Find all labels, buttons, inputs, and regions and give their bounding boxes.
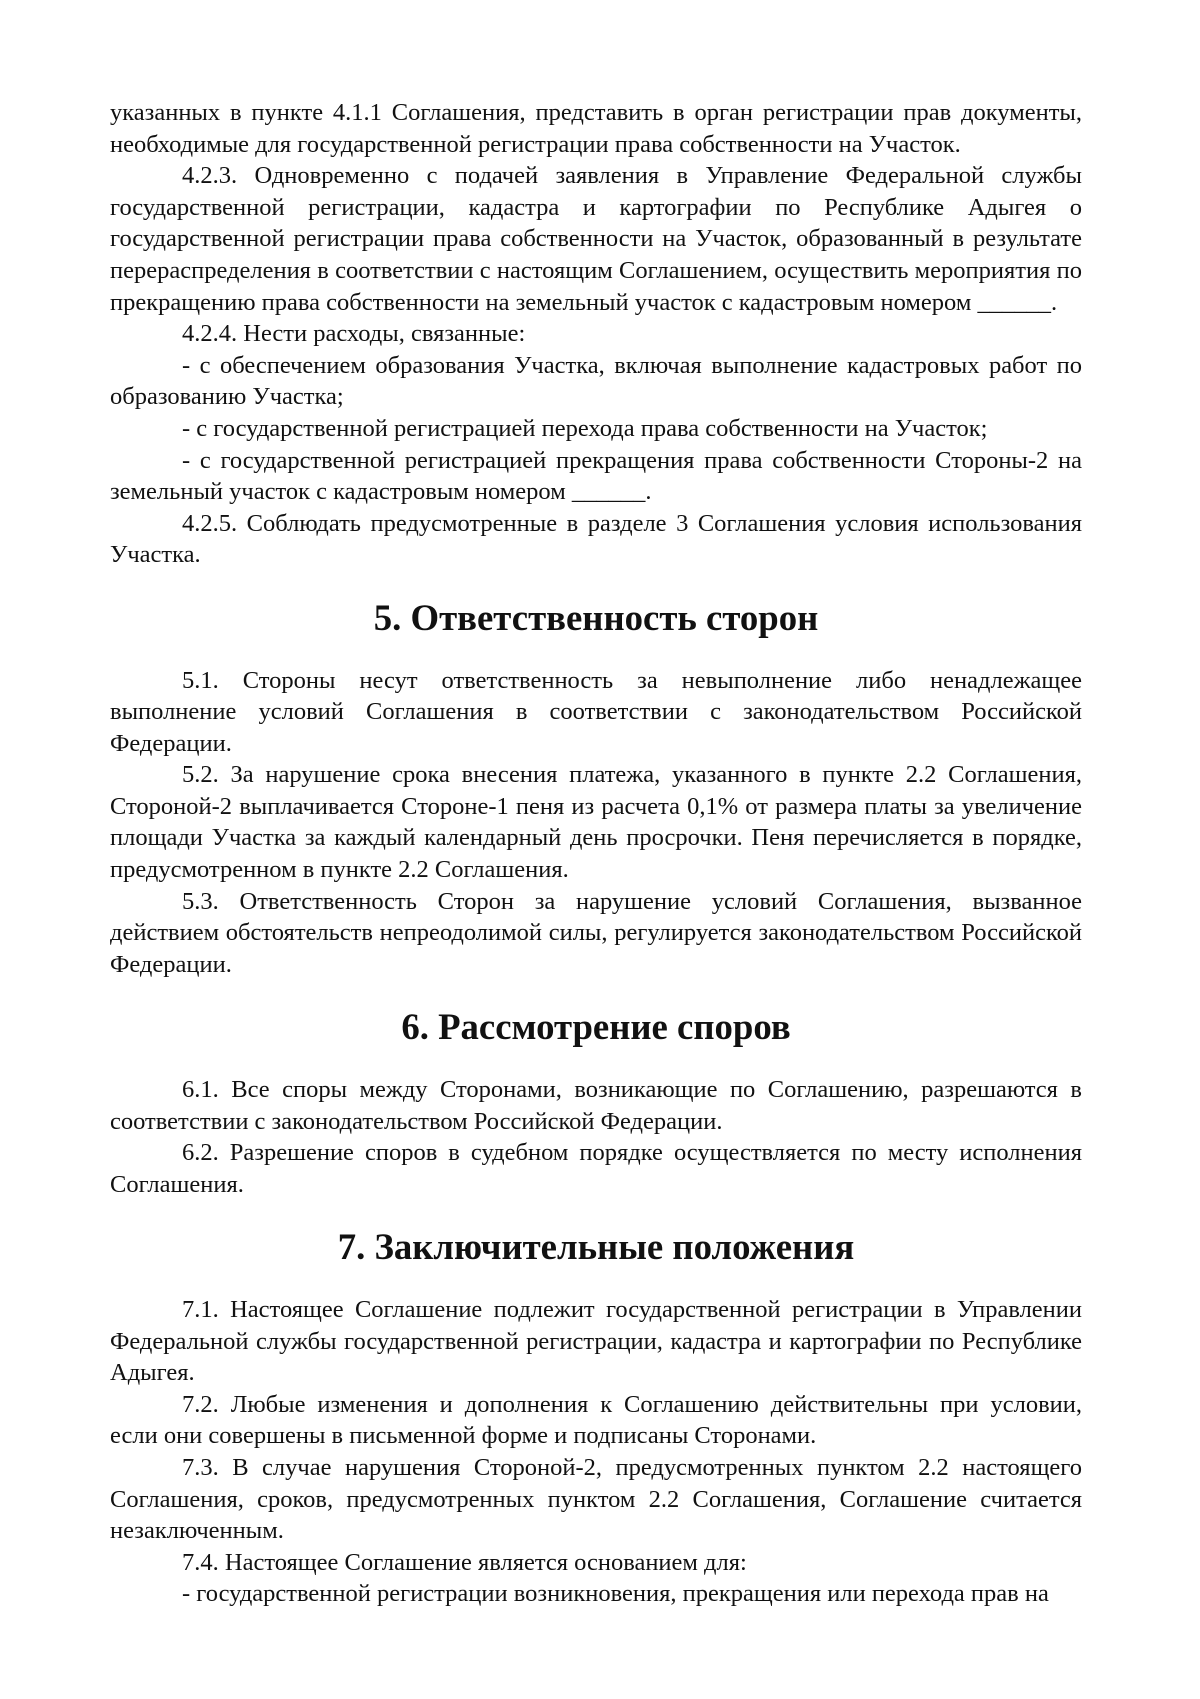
section-heading-5: 5. Ответственность сторон <box>373 596 819 638</box>
section-heading-6: 6. Рассмотрение споров <box>401 1006 791 1048</box>
paragraph-4-2-4: 4.2.4. Нести расходы, связанные: <box>182 320 526 348</box>
paragraph-5-3: 5.3. Ответственность Сторон за нарушение условий Соглашения, вызванное действием обстоятельств непреодолимой силы, регулируется законодательством Российской Федерации. <box>110 887 1082 978</box>
section-heading-7: 7. Заключительные положения <box>337 1226 855 1268</box>
paragraph-5-1: 5.1. Стороны несут ответственность за невыполнение либо ненадлежащее выполнение условий Соглашения в соответствии с законодательством Российской Федерации. <box>110 666 1082 757</box>
list-item-4-2-4-b: - с государственной регистрацией перехода права собственности на Участок; <box>182 414 988 442</box>
paragraph-4-2-5: 4.2.5. Соблюдать предусмотренные в разделе 3 Соглашения условия использования Участка. <box>110 509 1082 569</box>
paragraph-7-3: 7.3. В случае нарушения Стороной-2, предусмотренных пунктом 2.2 настоящего Соглашения, сроков, предусмотренных пунктом 2.2 Соглашения, Соглашение считается незаключенным. <box>110 1453 1082 1545</box>
list-item-7-4-a: - государственной регистрации возникновения, прекращения или перехода прав на <box>182 1580 1049 1608</box>
paragraph-7-2: 7.2. Любые изменения и дополнения к Соглашению действительны при условии, если они совершены в письменной форме и подписаны Сторонами. <box>110 1390 1082 1450</box>
paragraph-7-1: 7.1. Настоящее Соглашение подлежит государственной регистрации в Управлении Федеральной службы государственной регистрации, кадастра и картографии по Республике Адыгея. <box>110 1296 1082 1387</box>
paragraph-4-2-3: 4.2.3. Одновременно с подачей заявления в Управление Федеральной службы государственной регистрации, кадастра и картографии по Республике Адыгея о государственной регистрации права собственности на Участок, образованный в результате перераспределения в соответствии с настоящим Соглашением, осуществить мероприятия по прекращению права собственности на земельный участок с кадастровым номером ______. <box>110 162 1082 316</box>
paragraph-6-2: 6.2. Разрешение споров в судебном порядке осуществляется по месту исполнения Соглашения. <box>110 1139 1082 1198</box>
paragraph-4-2-2-continuation: указанных в пункте 4.1.1 Соглашения, представить в орган регистрации прав документы, необходимые для государственной регистрации права собственности на Участок. <box>110 99 1082 158</box>
paragraph-5-2: 5.2. За нарушение срока внесения платежа, указанного в пункте 2.2 Соглашения, Стороной-2 выплачивается Стороне-1 пеня из расчета 0,1% от размера платы за увеличение площади Участка за каждый календарный день просрочки. Пеня перечисляется в порядке, предусмотренном в пункте 2.2 Соглашения. <box>110 761 1082 884</box>
list-item-4-2-4-a: - с обеспечением образования Участка, включая выполнение кадастровых работ по образованию Участка; <box>110 351 1082 411</box>
paragraph-6-1: 6.1. Все споры между Сторонами, возникающие по Соглашению, разрешаются в соответствии с законодательством Российской Федерации. <box>110 1076 1082 1135</box>
list-item-4-2-4-c: - с государственной регистрацией прекращения права собственности Стороны-2 на земельный участок с кадастровым номером ______. <box>110 446 1082 506</box>
paragraph-7-4: 7.4. Настоящее Соглашение является основанием для: <box>182 1548 747 1576</box>
